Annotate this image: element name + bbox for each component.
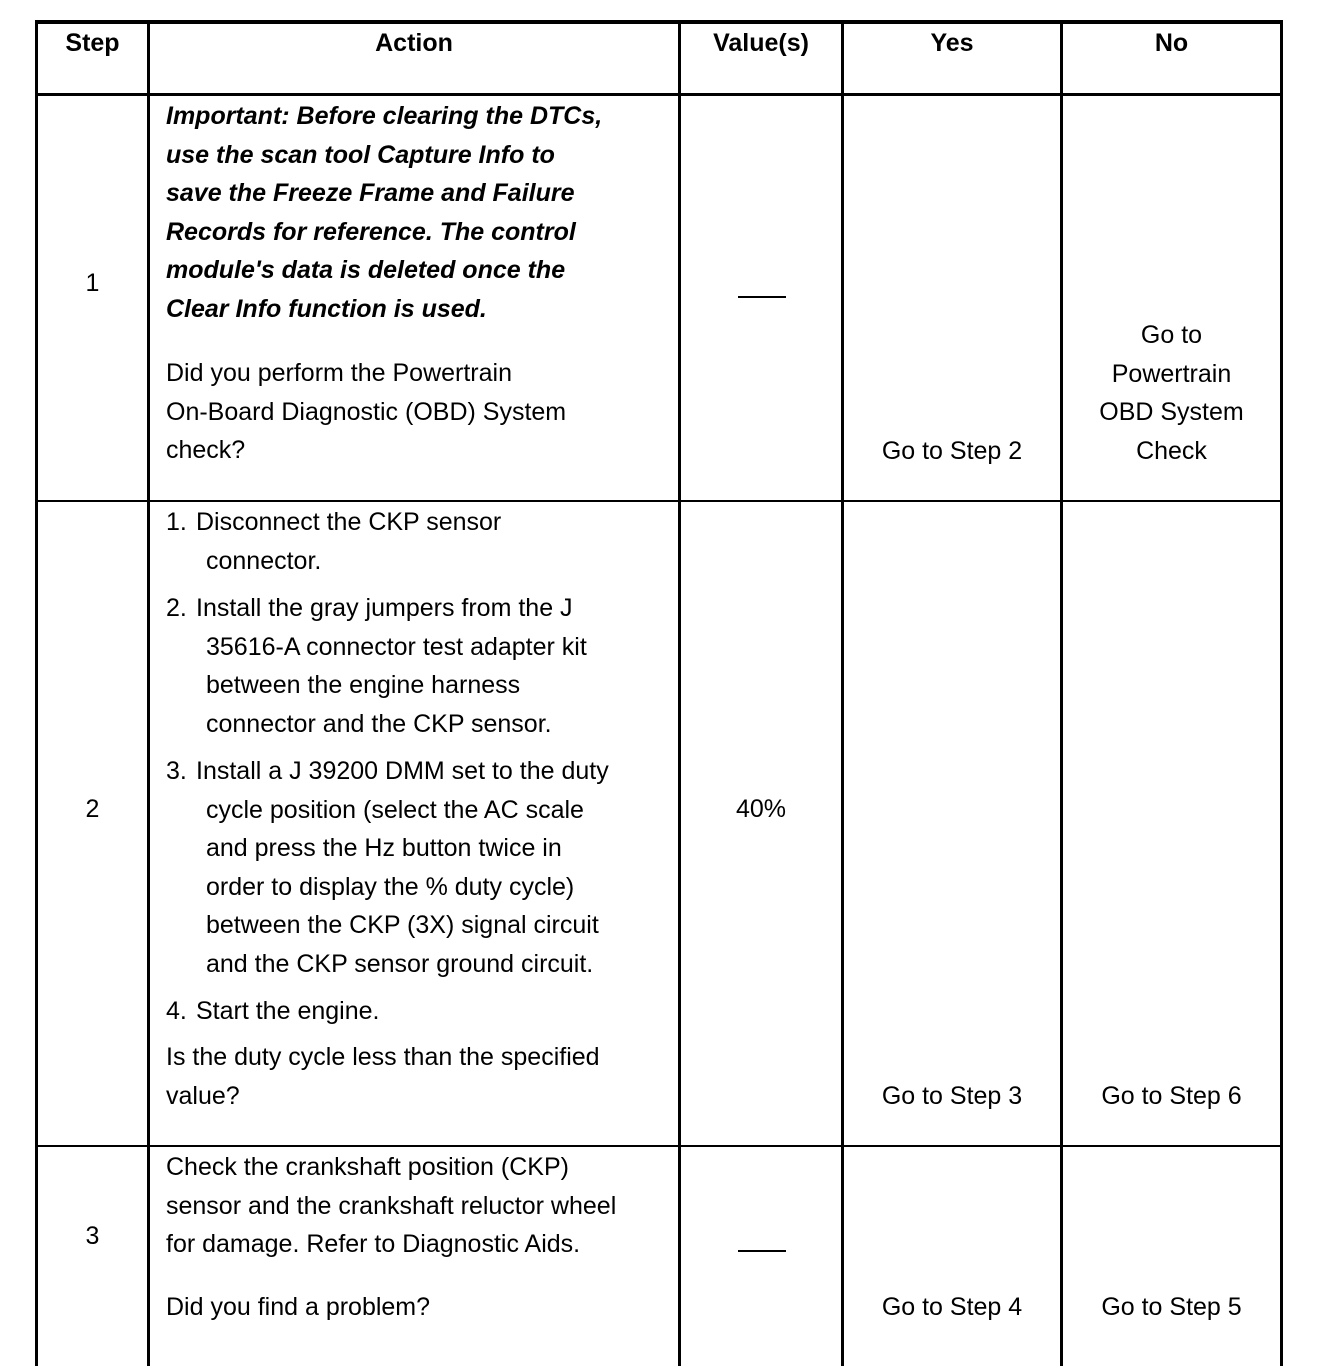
row-2-question: Is the duty cycle less than the specified value? [166,1043,600,1110]
row-1-step: 1 [85,269,100,297]
row-1-yes: Go to Step 2 [881,437,1023,465]
header-step: Step [65,29,120,57]
header-yes: Yes [930,29,974,57]
column-divider-step-action [147,20,150,1366]
list-number: 3. [166,757,187,785]
row-2-value: 40% [735,795,787,823]
row-1-question: Did you perform the Powertrain On-Board Diagnostic (OBD) System check? [166,359,567,465]
table-border-left [35,20,38,1366]
row-3-action: Check the crankshaft position (CKP) sensor and the crankshaft reluctor wheel for damage. Refer to Diagnostic Aids. [166,1153,617,1259]
row-2-step-item-4 [166,992,676,1031]
list-number: 1. [166,508,187,536]
row-1-value-dash [738,296,786,298]
list-number: 4. [166,997,187,1025]
row-3-value-text [0,0,1,1]
column-divider-values-yes [841,20,844,1366]
header-action: Action [375,29,453,57]
row-divider-1-2 [35,500,1283,502]
list-text: Install the gray jumpers from the J 35616-A connector test adapter kit between the engine harness connector and the CKP sensor. [196,594,587,738]
row-3-no: Go to Step 5 [1101,1293,1242,1321]
row-2-yes: Go to Step 3 [881,1082,1023,1110]
row-3-question: Did you find a problem? [166,1293,431,1321]
list-text: Disconnect the CKP sensor connector. [196,508,502,575]
row-2-step-item-3 [166,752,676,984]
table-border-right [1280,20,1283,1366]
row-3-yes: Go to Step 4 [881,1293,1023,1321]
table-border-top [35,20,1283,24]
row-1-no: Go to Powertrain OBD System Check [1099,321,1244,465]
row-2-step-item-1 [166,503,676,580]
row-3-step: 3 [85,1222,100,1250]
header-no: No [1154,29,1189,57]
row-1-important-note: Important: Before clearing the DTCs, use the scan tool Capture Info to save the Freeze Frame and Failure Records for reference. The control module's data is deleted once the Clear Info function is used. [166,102,603,323]
header-values: Value(s) [713,29,809,57]
row-1-value-text [0,0,1,1]
row-2-step-item-2 [166,589,676,743]
column-divider-yes-no [1060,20,1063,1366]
row-3-value-dash [738,1250,786,1252]
header-divider [35,93,1283,96]
column-divider-action-values [678,20,681,1366]
row-2-step: 2 [85,795,100,823]
list-number: 2. [166,594,187,622]
list-text: Install a J 39200 DMM set to the duty cycle position (select the AC scale and press the Hz button twice in order to display the % duty cycle) between the CKP (3X) signal circuit and the CKP sensor ground circuit. [196,757,609,978]
row-divider-2-3 [35,1145,1283,1147]
row-2-no: Go to Step 6 [1101,1082,1242,1110]
list-text: Start the engine. [196,997,380,1025]
